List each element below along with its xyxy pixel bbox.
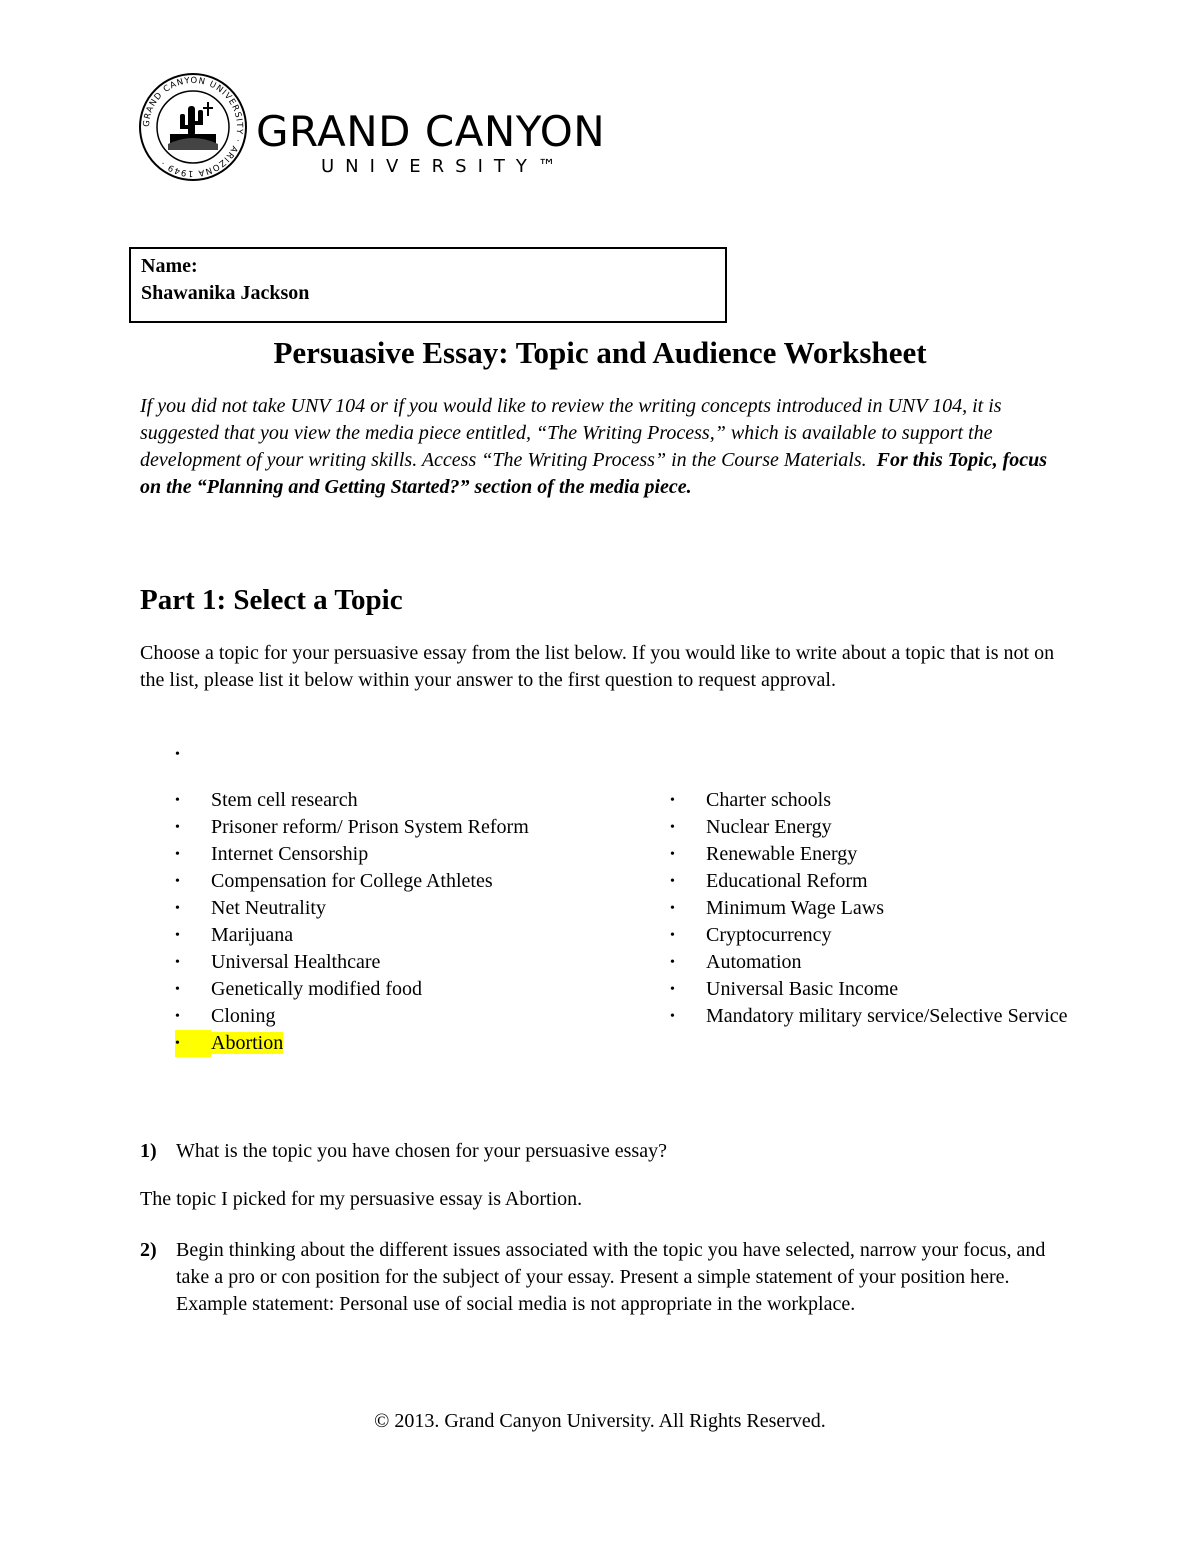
topic-label: Marijuana	[211, 924, 294, 946]
copyright-footer: © 2013. Grand Canyon University. All Rights Reserved.	[374, 1410, 826, 1432]
intro-italic-text: If you did not take UNV 104 or if you would like to review the writing concepts introduced in UNV 104, it is suggested that you view the media piece entitled, “The Writing Process,” which is available to support the development of your writing skills. Access “The Writing Process” in the Course Materials.	[140, 395, 1002, 471]
topic-item	[670, 922, 1070, 949]
topic-item	[175, 868, 575, 895]
question-1-number: 1)	[140, 1140, 157, 1162]
topic-item	[670, 868, 1070, 895]
topic-label: Universal Healthcare	[211, 951, 381, 973]
topic-label: Charter schools	[706, 789, 831, 811]
answer-1-text: The topic I picked for my persuasive essay is Abortion.	[140, 1188, 583, 1210]
topic-list-right	[670, 787, 1070, 1030]
topic-label: Automation	[706, 951, 802, 973]
topic-item	[670, 976, 1070, 1003]
topic-item	[175, 895, 575, 922]
topic-item	[175, 841, 575, 868]
part1-instructions: Choose a topic for your persuasive essay from the list below. If you would like to write about a topic that is not on the list, please list it below within your answer to the first question to request approval.	[140, 642, 1055, 691]
question-2-text: Begin thinking about the different issues associated with the topic you have selected, narrow your focus, and take a pro or con position for the subject of your essay. Present a simple statement of your position here. Example statement: Personal use of social media is not appropriate in the workplace.	[176, 1239, 1046, 1315]
topic-label: Internet Censorship	[211, 843, 369, 865]
question-1-text: What is the topic you have chosen for your persuasive essay?	[176, 1140, 667, 1162]
topic-label: Prisoner reform/ Prison System Reform	[211, 816, 529, 838]
topic-label: Educational Reform	[706, 870, 868, 892]
topic-list-left	[175, 787, 575, 1057]
topic-label: Net Neutrality	[211, 897, 326, 919]
page-title: Persuasive Essay: Topic and Audience Worksheet	[273, 335, 927, 370]
name-label: Name:	[141, 255, 198, 277]
bullet-icon	[175, 1030, 211, 1057]
topic-item	[175, 1030, 575, 1057]
topic-item	[175, 814, 575, 841]
topic-item	[175, 976, 575, 1003]
topic-item	[670, 841, 1070, 868]
intro-bold-text: For this Topic, focus on the “Planning and Getting Started?” section of the media piece.	[140, 449, 1048, 498]
topic-label: Genetically modified food	[211, 978, 423, 1000]
topic-item	[175, 949, 575, 976]
university-logo	[138, 72, 618, 182]
university-seal-icon	[138, 72, 248, 182]
intro-paragraph	[140, 393, 1060, 501]
logo-wordmark-line2: UNIVERSITY™	[321, 156, 567, 177]
name-box	[129, 247, 727, 323]
topic-label: Compensation for College Athletes	[211, 870, 493, 892]
name-value: Shawanika Jackson	[141, 282, 310, 304]
topic-label: Cryptocurrency	[706, 924, 832, 946]
part1-heading: Part 1: Select a Topic	[140, 584, 403, 616]
topic-item	[670, 1003, 1070, 1030]
topic-label: Cloning	[211, 1005, 276, 1027]
topic-item	[175, 922, 575, 949]
question-2-number: 2)	[140, 1239, 157, 1261]
topic-label: Nuclear Energy	[706, 816, 832, 838]
topic-label: Universal Basic Income	[706, 978, 899, 1000]
topic-label: Mandatory military service/Selective Service	[706, 1005, 1068, 1027]
topic-item	[175, 1003, 575, 1030]
topic-item	[670, 814, 1070, 841]
topic-item	[670, 949, 1070, 976]
topic-item	[670, 895, 1070, 922]
logo-wordmark-line1: GRAND CANYON	[256, 107, 606, 156]
svg-text:GRAND CANYON UNIVERSITY · ARIZ: GRAND CANYON UNIVERSITY · ARIZONA 1949 ·	[141, 75, 245, 179]
topic-label: Minimum Wage Laws	[706, 897, 884, 919]
empty-bullet: •	[175, 747, 180, 762]
topic-item	[175, 787, 575, 814]
topic-label: Abortion	[211, 1032, 284, 1054]
topic-label: Stem cell research	[211, 789, 358, 811]
topic-item	[670, 787, 1070, 814]
topic-label: Renewable Energy	[706, 843, 858, 865]
